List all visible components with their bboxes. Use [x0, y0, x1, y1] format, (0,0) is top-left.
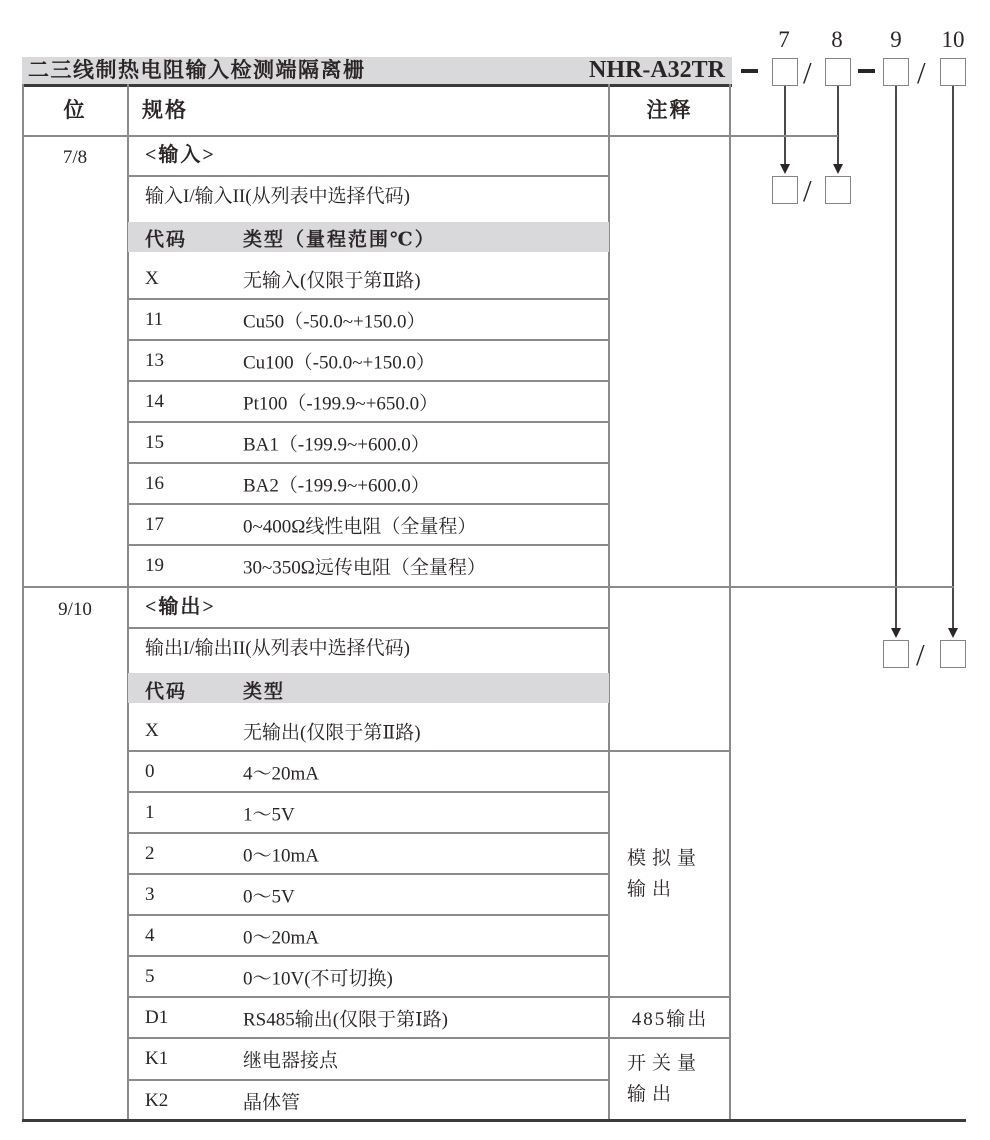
code-header-row: [128, 217, 609, 258]
table-row: [128, 874, 609, 915]
code-digit-7: 7: [778, 27, 790, 52]
row-type: 30~350Ω远传电阻（全量程）: [243, 557, 486, 578]
row-type: RS485输出(仅限于第Ⅰ路): [243, 1009, 448, 1030]
dash-icon: [858, 69, 875, 73]
row-type: 无输出(仅限于第Ⅱ路): [243, 722, 421, 743]
row-code: K1: [145, 1047, 169, 1069]
note-text: 485输出: [631, 1009, 709, 1030]
table-row: [128, 504, 609, 545]
column-header-spec: 规格: [142, 98, 188, 122]
row-code: 14: [145, 390, 164, 412]
code-digit-10: 10: [941, 27, 965, 52]
row-code: 13: [145, 349, 164, 371]
row-type: 0~400Ω线性电阻（全量程）: [243, 516, 477, 537]
code-box-9: [883, 58, 909, 86]
output-code-box-2: [940, 640, 966, 668]
title-bar: [22, 57, 732, 84]
table-row: [128, 463, 609, 504]
code-digit-8: 8: [831, 27, 843, 52]
row-code: 2: [145, 842, 155, 864]
pos-label-output: 9/10: [58, 599, 92, 620]
table-row: [128, 833, 609, 874]
code-box-7: [772, 58, 798, 86]
table-row: [128, 1080, 609, 1121]
input-code-box-1: [772, 176, 798, 204]
row-type: 继电器接点: [243, 1050, 339, 1071]
section-subheading-input: 输入I/输入II(从列表中选择代码): [145, 186, 410, 207]
row-type: 无输入(仅限于第Ⅱ路): [243, 270, 421, 291]
leader-line-9: [895, 86, 897, 628]
row-type: 0～10mA: [243, 845, 320, 866]
row-code: 16: [145, 472, 164, 494]
note-text: 模拟量输出: [627, 848, 703, 900]
model-number: NHR-A32TR: [589, 57, 725, 83]
slash-separator: /: [803, 173, 812, 208]
row-type: 0～10V(不可切换): [243, 968, 393, 989]
page-title: 二三线制热电阻输入检测端隔离栅: [28, 58, 366, 82]
row-code: X: [145, 267, 159, 289]
row-code: 19: [145, 554, 164, 576]
row-type: 0～5V: [243, 886, 295, 907]
pos-label-input: 7/8: [62, 147, 88, 168]
section-heading-output: <输出>: [145, 596, 216, 618]
row-type: 晶体管: [243, 1092, 301, 1113]
row-code: 11: [145, 308, 164, 330]
table-row: [128, 258, 609, 299]
leader-line-10: [952, 86, 954, 628]
output-code-box-1: [883, 640, 909, 668]
slash-separator: /: [916, 637, 925, 672]
row-code: D1: [145, 1006, 169, 1028]
leader-line-7: [784, 86, 786, 164]
arrow-down-icon: [948, 628, 958, 638]
note-switch-output: [609, 1038, 731, 1120]
table-row: [128, 1038, 609, 1079]
row-code: 4: [145, 924, 155, 946]
arrow-down-icon: [780, 164, 790, 174]
table-row: [128, 299, 609, 340]
row-code: 0: [145, 760, 155, 782]
table-row: [128, 915, 609, 956]
table-row: [128, 997, 609, 1038]
table-row: [128, 340, 609, 381]
code-header-label: 代码: [145, 229, 188, 250]
row-code: K2: [145, 1089, 169, 1111]
table-row: [128, 545, 609, 586]
code-box-8: [825, 58, 851, 86]
note-rs485-output: [609, 997, 731, 1038]
arrow-down-icon: [891, 628, 901, 638]
column-header-note: 注释: [646, 98, 693, 122]
code-digit-9: 9: [890, 27, 902, 52]
table-row: [128, 956, 609, 997]
table-row: [128, 710, 609, 751]
row-type: Cu50（-50.0~+150.0）: [243, 311, 426, 332]
row-type: 0～20mA: [243, 927, 320, 948]
row-type: 1～5V: [243, 804, 295, 825]
table-row: [128, 422, 609, 463]
slash-separator: /: [803, 55, 812, 90]
code-header-label: 代码: [145, 681, 188, 702]
code-header-row: [128, 669, 609, 710]
row-type: BA1（-199.9~+600.0）: [243, 434, 430, 455]
row-code: 5: [145, 965, 155, 987]
row-code: 3: [145, 883, 155, 905]
table-row: [128, 751, 609, 792]
row-type: Cu100（-50.0~+150.0）: [243, 352, 435, 373]
section-heading-input: <输入>: [145, 144, 216, 166]
section-subheading-output: 输出I/输出II(从列表中选择代码): [145, 638, 410, 659]
arrow-down-icon: [833, 164, 843, 174]
code-box-10: [940, 58, 966, 86]
row-type: BA2（-199.9~+600.0）: [243, 475, 430, 496]
table-row: [128, 792, 609, 833]
row-type: Pt100（-199.9~+650.0）: [243, 393, 439, 414]
dash-icon: [741, 69, 758, 73]
note-text: 开关量输出: [627, 1053, 703, 1105]
row-code: 1: [145, 801, 155, 823]
slash-separator: /: [917, 55, 926, 90]
input-code-box-2: [825, 176, 851, 204]
table-row: [128, 381, 609, 422]
row-code: 17: [145, 513, 164, 535]
column-header-pos: 位: [63, 98, 87, 122]
row-code: 15: [145, 431, 164, 453]
type-header-label: 类型: [243, 681, 286, 702]
row-type: 4～20mA: [243, 763, 320, 784]
row-code: X: [145, 719, 159, 741]
leader-line-8: [837, 86, 839, 164]
type-header-label: 类型（量程范围℃）: [243, 229, 436, 250]
note-analog-output: [609, 751, 731, 997]
